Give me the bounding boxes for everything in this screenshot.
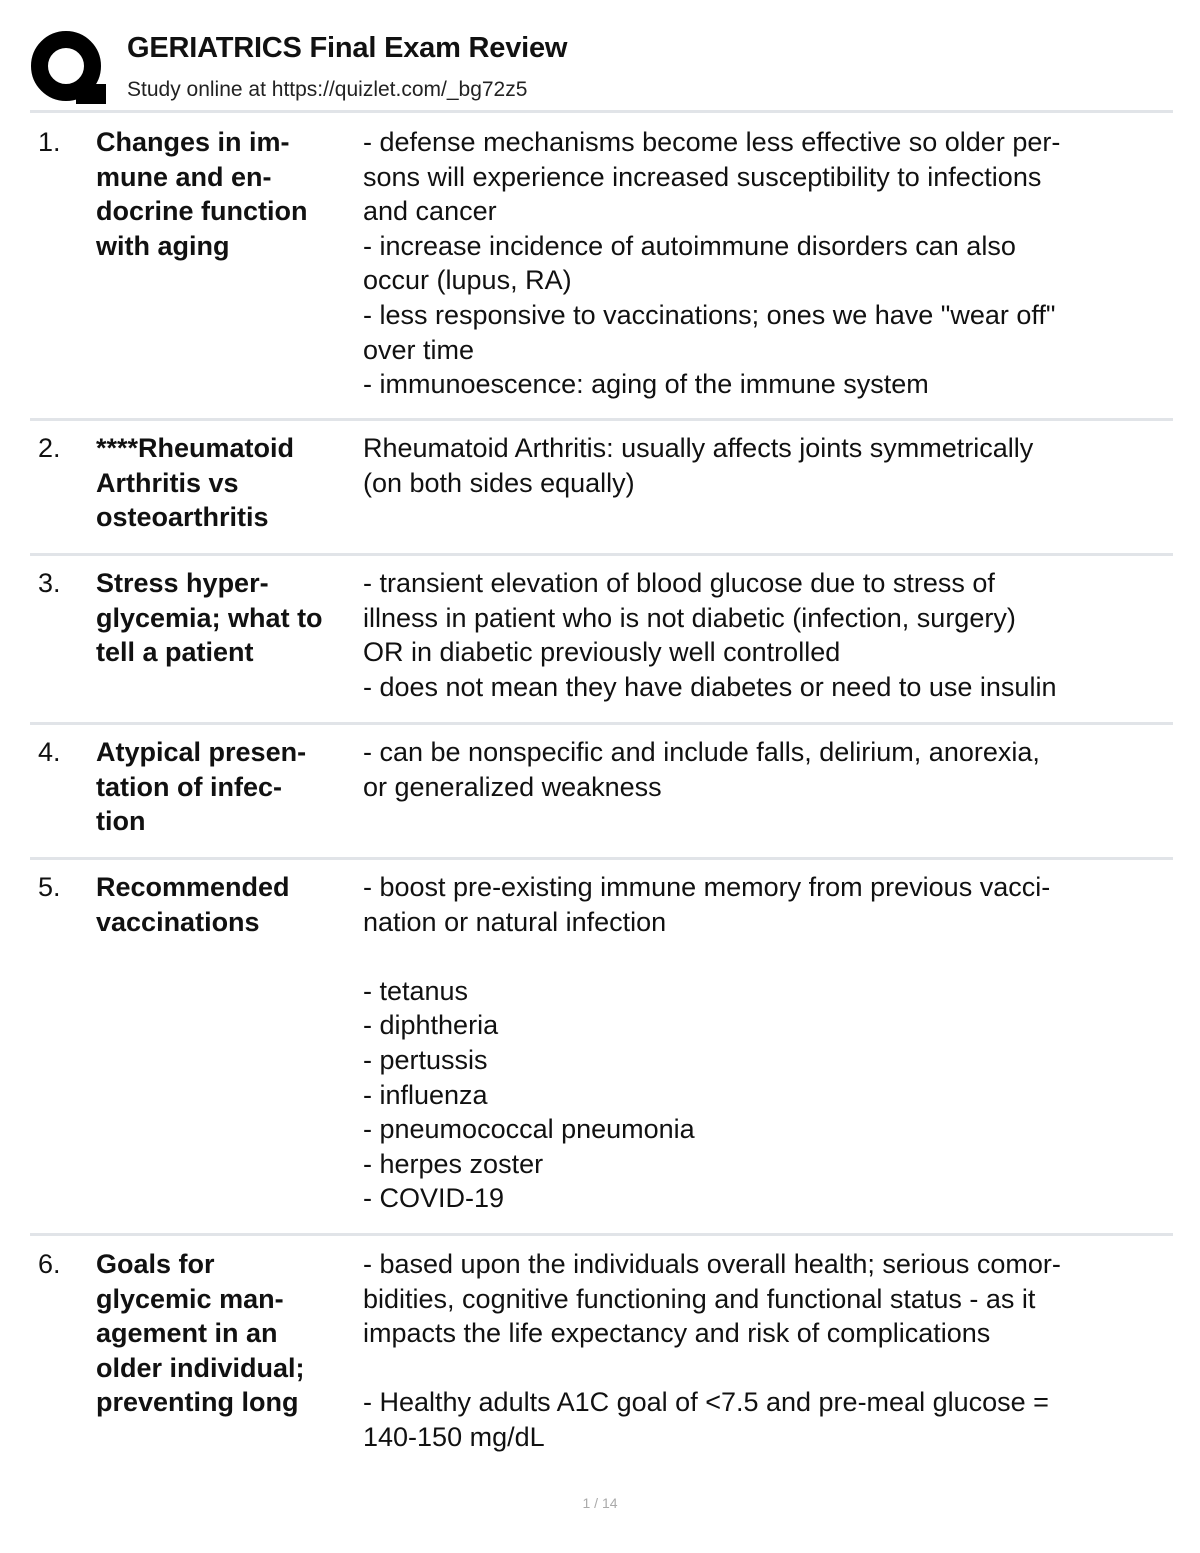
definition-line: - immunoescence: aging of the immune system (363, 369, 929, 400)
term-line: Atypical presen- (96, 737, 307, 767)
definition-line: - diphtheria (363, 1010, 499, 1041)
definition-line: - based upon the individuals overall health; serious comor- (363, 1249, 1061, 1279)
card-definition (363, 431, 1173, 500)
card-term (96, 735, 358, 839)
term-line: glycemia; what to (96, 602, 323, 633)
card-term (96, 125, 358, 263)
term-line: tell a patient (96, 637, 254, 668)
definition-line: - increase incidence of autoimmune disorders can also (363, 230, 1016, 261)
term-line: agement in an (96, 1318, 278, 1349)
definition-line: over time (363, 334, 475, 365)
definition-line: impacts the life expectancy and risk of complications (363, 1318, 991, 1349)
card-number: 5. (38, 872, 61, 902)
term-line: older individual; (96, 1352, 305, 1383)
divider (30, 857, 1173, 860)
card-number: 1. (38, 127, 61, 157)
page-header (30, 28, 1175, 108)
divider (30, 553, 1173, 556)
definition-line: - can be nonspecific and include falls, delirium, anorexia, (363, 737, 1040, 767)
definition-line: - COVID-19 (363, 1183, 505, 1214)
definition-line: sons will experience increased susceptibility to infections (363, 161, 1042, 192)
card-definition (363, 870, 1173, 1216)
term-line: Goals for (96, 1249, 215, 1279)
term-line: tation of infec- (96, 771, 282, 802)
definition-line: 140-150 mg/dL (363, 1421, 545, 1452)
term-line: mune and en- (96, 161, 272, 192)
page-title: GERIATRICS Final Exam Review (127, 32, 568, 64)
definition-spacer (363, 939, 1173, 974)
definition-line: - tetanus (363, 975, 469, 1006)
divider (30, 1233, 1173, 1236)
card-definition (363, 125, 1173, 402)
divider (30, 418, 1173, 421)
page-indicator: 1 / 14 (582, 1495, 618, 1511)
term-line: preventing long (96, 1387, 299, 1418)
definition-line: or generalized weakness (363, 771, 662, 802)
card-definition (363, 1247, 1173, 1455)
definition-line: - influenza (363, 1079, 488, 1110)
card-definition (363, 566, 1173, 704)
definition-line: and cancer (363, 196, 497, 227)
card-term (96, 1247, 358, 1420)
term-line: glycemic man- (96, 1283, 284, 1314)
term-line: docrine function (96, 196, 308, 227)
card-definition (363, 735, 1173, 804)
definition-line: - pertussis (363, 1044, 488, 1075)
definition-line: bidities, cognitive functioning and functional status - as it (363, 1283, 1036, 1314)
term-line: tion (96, 806, 146, 837)
definition-line: - pneumococcal pneumonia (363, 1114, 695, 1145)
definition-line: - transient elevation of blood glucose due to stress of (363, 568, 995, 598)
card-number: 6. (38, 1249, 61, 1279)
definition-line: occur (lupus, RA) (363, 265, 572, 296)
card-number: 2. (38, 433, 61, 463)
definition-line: - less responsive to vaccinations; ones we have "wear off" (363, 299, 1056, 330)
divider (30, 722, 1173, 725)
definition-line: - does not mean they have diabetes or need to use insulin (363, 671, 1057, 702)
definition-line: - boost pre-existing immune memory from previous vacci- (363, 872, 1051, 902)
definition-line: - defense mechanisms become less effective so older per- (363, 127, 1061, 157)
definition-line: Rheumatoid Arthritis: usually affects joints symmetrically (363, 433, 1034, 463)
definition-line: OR in diabetic previously well controlled (363, 637, 841, 668)
definition-line: illness in patient who is not diabetic (infection, surgery) (363, 602, 1016, 633)
card-number: 3. (38, 568, 61, 598)
study-online-link-text: Study online at https://quizlet.com/_bg72z5 (127, 78, 528, 101)
divider (30, 110, 1173, 113)
term-line: Stress hyper- (96, 568, 269, 598)
quizlet-q-logo (30, 30, 106, 106)
definition-spacer (363, 1351, 1173, 1386)
term-line: ****Rheumatoid (96, 433, 295, 463)
card-number: 4. (38, 737, 61, 767)
term-line: Arthritis vs (96, 467, 239, 498)
card-term (96, 870, 358, 939)
definition-line: - herpes zoster (363, 1148, 544, 1179)
definition-line: (on both sides equally) (363, 467, 635, 498)
definition-line: nation or natural infection (363, 906, 667, 937)
definition-line: - Healthy adults A1C goal of <7.5 and pre-meal glucose = (363, 1387, 1049, 1418)
term-line: Changes in im- (96, 127, 290, 157)
term-line: osteoarthritis (96, 502, 269, 533)
term-line: vaccinations (96, 906, 260, 937)
card-term (96, 566, 358, 670)
term-line: Recommended (96, 872, 290, 902)
card-term (96, 431, 358, 535)
term-line: with aging (96, 230, 230, 261)
